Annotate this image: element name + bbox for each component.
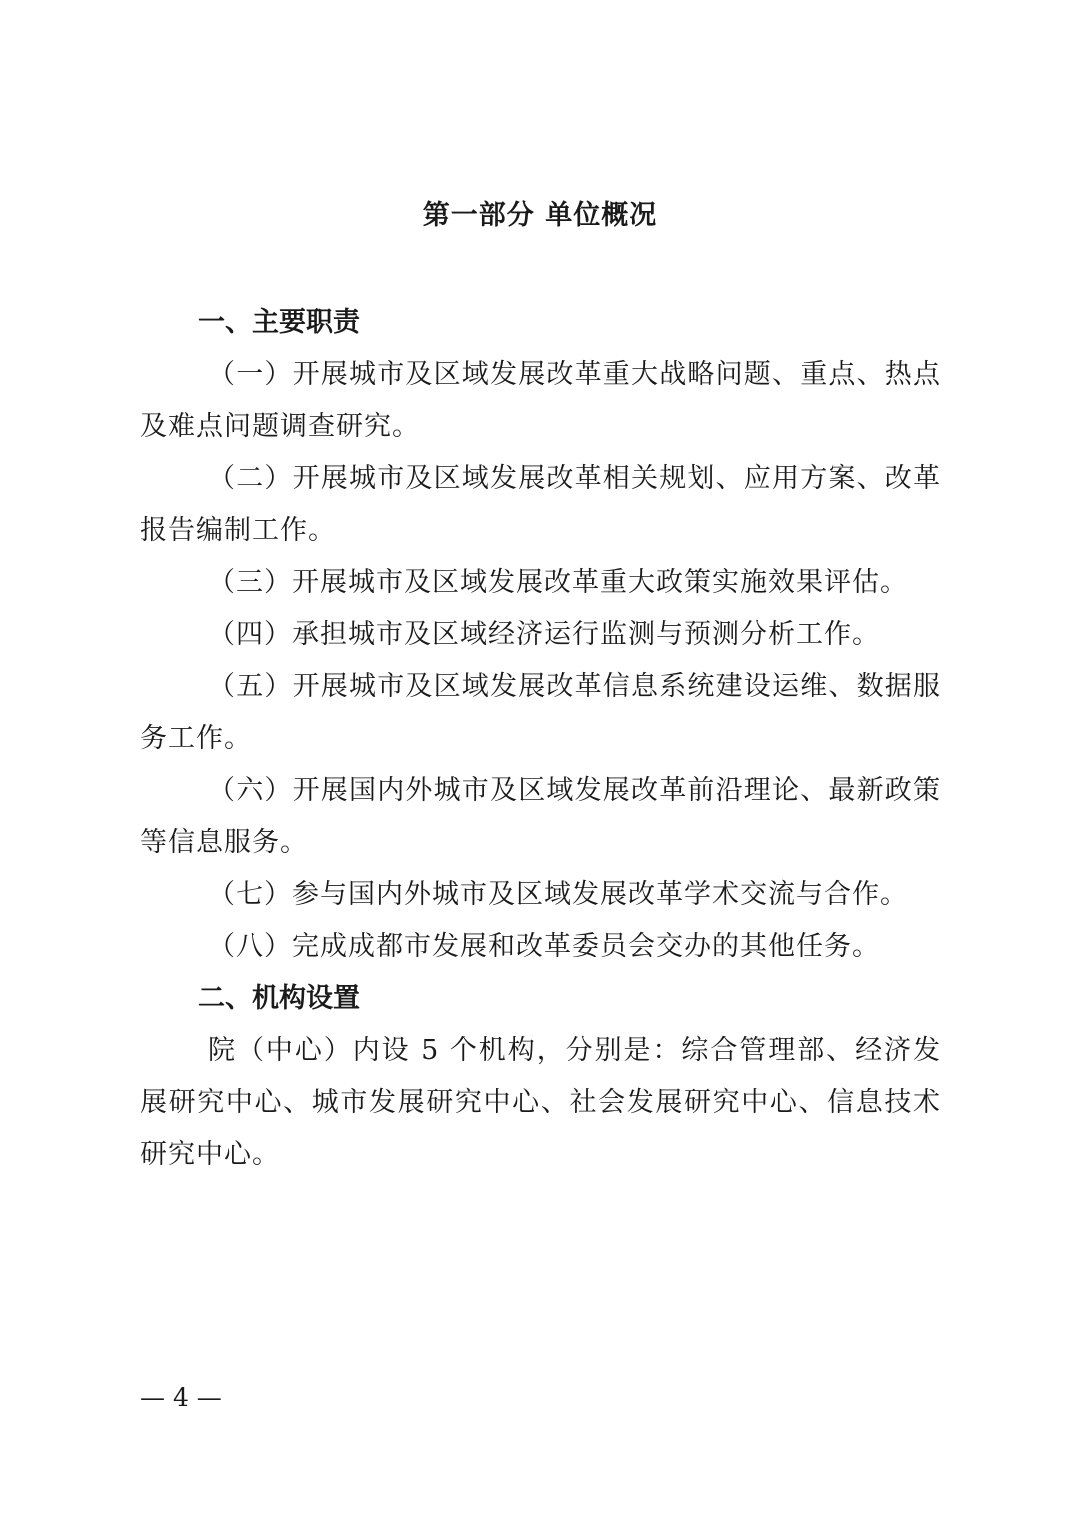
paragraph-line: 务工作。 <box>140 723 252 754</box>
paragraph-duty-1 <box>140 349 941 453</box>
paragraph-line: 展研究中心、城市发展研究中心、社会发展研究中心、信息技术 <box>140 1087 941 1118</box>
paragraph-line: （六）开展国内外城市及区域发展改革前沿理论、最新政策 <box>208 775 941 806</box>
paragraph-line: 院（中心）内设 5 个机构，分别是：综合管理部、经济发 <box>208 1035 941 1066</box>
paragraph-organization <box>140 1025 941 1181</box>
section-responsibilities <box>140 297 941 973</box>
paragraph-duty-8 <box>140 921 941 973</box>
paragraph-duty-3 <box>140 557 941 609</box>
document-body <box>140 297 941 1181</box>
paragraph-duty-2 <box>140 453 941 557</box>
page-title: 第一部分 单位概况 <box>422 200 658 231</box>
paragraph-line: （八）完成成都市发展和改革委员会交办的其他任务。 <box>208 931 880 962</box>
paragraph-line: （二）开展城市及区域发展改革相关规划、应用方案、改革 <box>208 463 941 494</box>
paragraph-line: 及难点问题调查研究。 <box>140 411 420 442</box>
paragraph-duty-7 <box>140 869 941 921</box>
paragraph-line: （四）承担城市及区域经济运行监测与预测分析工作。 <box>208 619 880 650</box>
paragraph-line: 等信息服务。 <box>140 827 308 858</box>
paragraph-duty-6 <box>140 765 941 869</box>
paragraph-line: （一）开展城市及区域发展改革重大战略问题、重点、热点 <box>208 359 941 390</box>
paragraph-line: （五）开展城市及区域发展改革信息系统建设运维、数据服 <box>208 671 941 702</box>
section-heading: 一、主要职责 <box>198 307 360 338</box>
page-number: — 4 — <box>140 1383 222 1412</box>
paragraph-duty-4 <box>140 609 941 661</box>
paragraph-line: （三）开展城市及区域发展改革重大政策实施效果评估。 <box>208 567 908 598</box>
section-heading: 二、机构设置 <box>198 983 360 1014</box>
section-organization <box>140 973 941 1181</box>
paragraph-line: 报告编制工作。 <box>140 515 336 546</box>
paragraph-line: 研究中心。 <box>140 1139 280 1170</box>
paragraph-line: （七）参与国内外城市及区域发展改革学术交流与合作。 <box>208 879 908 910</box>
paragraph-duty-5 <box>140 661 941 765</box>
